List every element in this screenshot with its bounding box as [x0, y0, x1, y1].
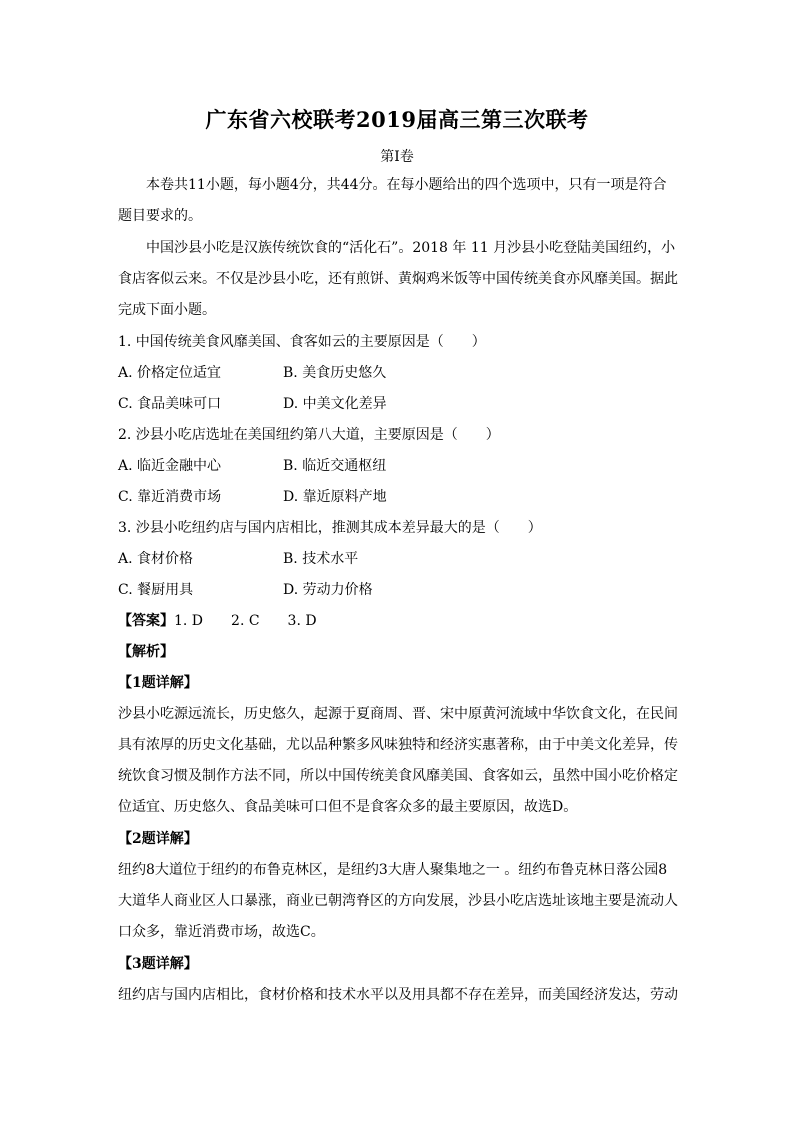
page-title: 广东省六校联考2019届高三第三次联考: [205, 107, 589, 132]
question-3-stem: 3. 沙县小吃纽约店与国内店相比，推测其成本差异最大的是（ ）: [118, 520, 542, 536]
detail-2-text: 纽约8大道位于纽约的布鲁克林区，是纽约3大唐人聚集地之一 。纽约布鲁克林日落公园8大道华人商业区人口暴涨，商业已朝湾脊区的方向发展，沙县小吃店选址该地主要是流动人口众多，靠近消费市场，故选C。: [118, 862, 678, 940]
question-2-option-d: D. 靠近原料产地: [283, 489, 387, 505]
detail-1-label: 【1题详解】: [118, 675, 198, 691]
question-2-stem: 2. 沙县小吃店选址在美国纽约第八大道，主要原因是（ ）: [118, 427, 500, 443]
detail-1-text: 沙县小吃源远流长，历史悠久，起源于夏商周、晋、宋中原黄河流域中华饮食文化，在民间具有浓厚的历史文化基础，尤以品种繁多风味独特和经济实惠著称，由于中美文化差异，传统饮食习惯及制作方法不同，所以中国传统美食风靡美国、食客如云，虽然中国小吃价格定位适宜、历史悠久、食品美味可口但不是食客众多的最主要原因，故选D。: [118, 706, 678, 815]
question-3-option-a: A. 食材价格: [118, 551, 194, 567]
question-1-option-c: C. 食品美味可口: [118, 396, 222, 412]
question-2-option-b: B. 临近交通枢纽: [283, 458, 387, 474]
question-1-stem: 1. 中国传统美食风靡美国、食客如云的主要原因是（ ）: [118, 334, 486, 350]
answer-label: 【答案】: [118, 613, 174, 629]
question-2-option-c: C. 靠近消费市场: [118, 489, 222, 505]
question-2-option-a: A. 临近金融中心: [118, 458, 222, 474]
answer-text: 1. D 2. C 3. D: [174, 613, 317, 629]
passage-text: 中国沙县小吃是汉族传统饮食的“活化石”。2018 年 11 月沙县小吃登陆美国纽约，小食店客似云来。不仅是沙县小吃，还有煎饼、黄焖鸡米饭等中国传统美食亦风靡美国。据此完成下面小题。: [118, 240, 678, 318]
question-3-option-b: B. 技术水平: [283, 551, 359, 567]
detail-2-label: 【2题详解】: [118, 831, 198, 847]
detail-3-label: 【3题详解】: [118, 956, 198, 972]
analysis-label: 【解析】: [118, 644, 174, 660]
detail-3-text: 纽约店与国内店相比，食材价格和技术水平以及用具都不存在差异，而美国经济发达，劳动: [118, 987, 678, 1003]
question-3-option-d: D. 劳动力价格: [283, 582, 373, 598]
answer-line: [118, 612, 317, 630]
question-1-option-d: D. 中美文化差异: [283, 396, 387, 412]
section-subtitle: 第Ⅰ卷: [380, 149, 414, 165]
question-3-option-c: C. 餐厨用具: [118, 582, 194, 598]
question-1-option-a: A. 价格定位适宜: [118, 365, 222, 381]
question-1-option-b: B. 美食历史悠久: [283, 365, 387, 381]
instructions-text: 本卷共11小题，每小题4分，共44分。在每小题给出的四个选项中，只有一项是符合题目要求的。: [118, 177, 667, 224]
